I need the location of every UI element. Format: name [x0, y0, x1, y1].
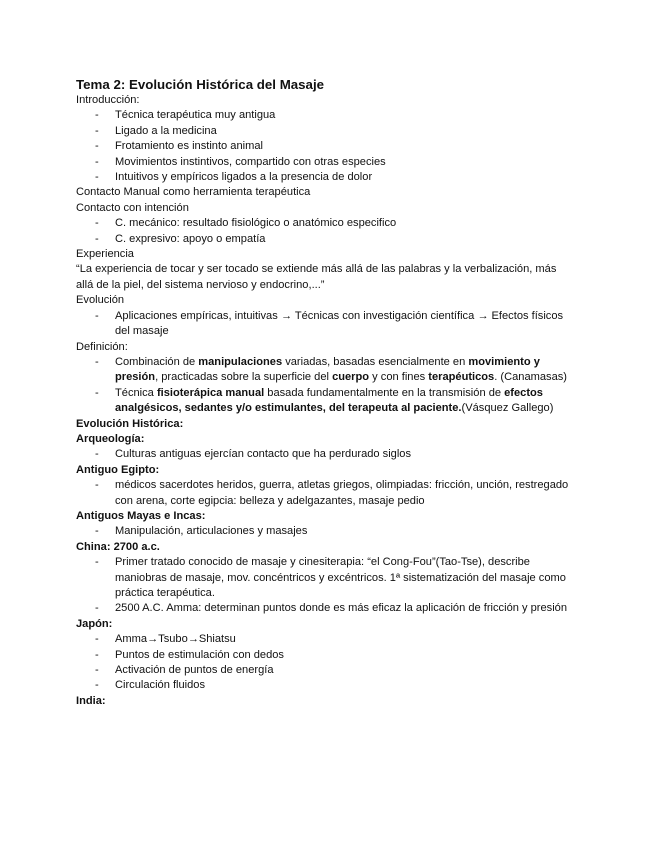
definicion-heading: Definición:	[76, 340, 128, 353]
list-item: - médicos sacerdotes heridos, guerra, atletas griegos, olimpiadas: fricción, unción, restregado con arena, corte egipcia: belleza y adelgazantes, masaje pedio	[95, 479, 569, 507]
list-item: - Manipulación, articulaciones y masajes	[95, 525, 308, 538]
experiencia-heading: Experiencia	[76, 248, 134, 261]
china-list	[76, 555, 576, 617]
list-item: - Intuitivos y empíricos ligados a la presencia de dolor	[95, 171, 373, 184]
list-item: - Frotamiento es instinto animal	[95, 140, 263, 153]
contacto-intencion-heading: Contacto con intención	[76, 201, 189, 214]
list-item: - Técnica terapéutica muy antigua	[95, 109, 276, 122]
evolucion-list	[76, 309, 576, 340]
japon-list	[76, 632, 576, 694]
list-item: - Culturas antiguas ejercían contacto que ha perdurado siglos	[95, 448, 412, 461]
document-title: Tema 2: Evolución Histórica del Masaje	[76, 77, 325, 92]
arqueologia-list	[76, 447, 576, 462]
intro-heading: Introducción:	[76, 94, 140, 106]
definicion-list	[76, 355, 576, 417]
list-item: - Movimientos instintivos, compartido con otras especies	[95, 155, 386, 168]
list-item: - Puntos de estimulación con dedos	[95, 648, 284, 661]
egipto-list	[76, 478, 576, 509]
list-item: - C. mecánico: resultado fisiológico o anatómico especifico	[95, 217, 397, 230]
list-item: - Amma→Tsubo→Shiatsu	[95, 633, 236, 646]
document-page	[76, 76, 576, 709]
list-item: - C. expresivo: apoyo o empatía	[95, 232, 266, 245]
list-item: - Primer tratado conocido de masaje y cinesiterapia: “el Cong-Fou”(Tao-Tse), describe maniobras de masaje, mov. concéntricos y excéntricos. 1ª sistematización del masaje como práctica terapéutica.	[95, 556, 566, 599]
list-item: - Técnica fisioterápica manual basada fundamentalmente en la transmisión de efectos analgésicos, sedantes y/o estimulantes, del terapeuta al paciente.(Vásquez Gallego)	[95, 386, 554, 415]
list-item: - Circulación fluidos	[95, 679, 206, 692]
china-heading: China: 2700 a.c.	[76, 540, 160, 553]
arqueologia-heading: Arqueología:	[76, 432, 145, 445]
list-item: - Combinación de manipulaciones variadas, basadas esencialmente en movimiento y presión, practicadas sobre la superficie del cuerpo y con fines terapéuticos. (Canamasas)	[95, 355, 567, 384]
evolucion-historica-heading: Evolución Histórica:	[76, 417, 184, 430]
mayas-list	[76, 524, 576, 539]
list-item: - Aplicaciones empíricas, intuitivas → Técnicas con investigación científica → Efectos físicos del masaje	[95, 309, 564, 338]
experiencia-quote: “La experiencia de tocar y ser tocado se extiende más allá de las palabras y la verbalización, más allá de la piel, del sistema nervioso y endocrino,...”	[76, 263, 557, 291]
india-heading: India:	[76, 694, 106, 707]
intro-list	[76, 108, 576, 185]
list-item: - Activación de puntos de energía	[95, 664, 274, 677]
contacto-manual-line: Contacto Manual como herramienta terapéutica	[76, 186, 311, 199]
list-item: - Ligado a la medicina	[95, 124, 217, 137]
contacto-intencion-list	[76, 216, 576, 247]
evolucion-heading: Evolución	[76, 294, 125, 307]
japon-heading: Japón:	[76, 617, 113, 630]
list-item: - 2500 A.C. Amma: determinan puntos donde es más eficaz la aplicación de fricción y presión	[95, 602, 568, 615]
mayas-heading: Antiguos Mayas e Incas:	[76, 509, 206, 522]
egipto-heading: Antiguo Egipto:	[76, 463, 160, 476]
